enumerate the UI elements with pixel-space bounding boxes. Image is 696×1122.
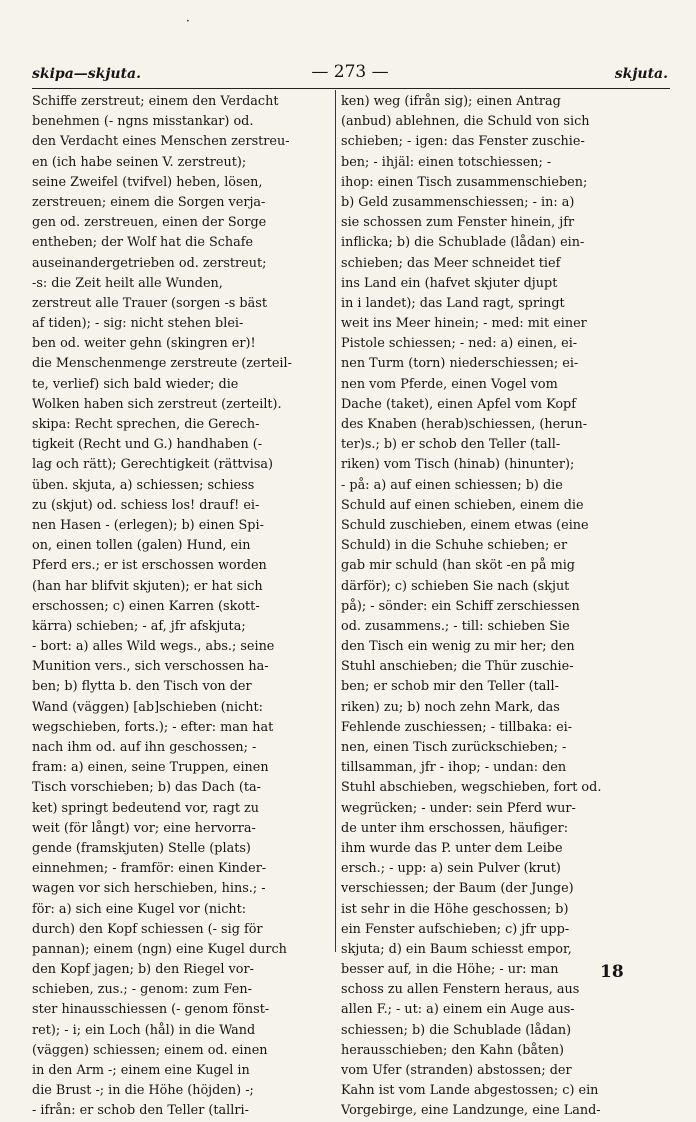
text-line: Vorgebirge, eine Landzunge, eine Land- bbox=[341, 1103, 601, 1119]
text-line: zu (skjut) od. schiess los! drauf! ei- bbox=[32, 497, 260, 513]
text-line: lag och rätt); Gerechtigkeit (rättvisa) bbox=[32, 457, 274, 473]
text-line: Stuhl anschieben; die Thür zuschie- bbox=[341, 659, 574, 675]
text-line: schiessen; b) die Schublade (lådan) bbox=[341, 1022, 572, 1038]
text-line: vom Ufer (stranden) abstossen; der bbox=[341, 1063, 572, 1078]
text-line: ken) weg (ifrån sig); einen Antrag bbox=[341, 94, 561, 109]
text-line: Pistole schiessen; - ned: a) einen, ei- bbox=[341, 336, 578, 352]
signature-mark: 18 bbox=[600, 962, 624, 982]
text-line: riken) zu; b) noch zehn Mark, das bbox=[341, 699, 560, 715]
text-line: -s: die Zeit heilt alle Wunden, bbox=[32, 275, 223, 291]
text-line: in i landet); das Land ragt, springt bbox=[341, 295, 565, 311]
text-line: ket) springt bedeutend vor, ragt zu bbox=[32, 800, 260, 816]
text-line: schoss zu allen Fenstern heraus, aus bbox=[341, 982, 580, 998]
text-line: ihm wurde das P. unter dem Leibe bbox=[341, 840, 563, 856]
text-line: en (ich habe seinen V. zerstreut); bbox=[32, 154, 247, 170]
text-line: tillsamman, jfr - ihop; - undan: den bbox=[341, 760, 567, 776]
text-line: zerstreut alle Trauer (sorgen -s bäst bbox=[32, 295, 267, 311]
text-line: tigkeit (Recht und G.) handhaben (- bbox=[32, 437, 263, 453]
text-line: auseinandergetrieben od. zerstreut; bbox=[32, 255, 267, 271]
text-line: därför); c) schieben Sie nach (skjut bbox=[341, 578, 570, 594]
column-divider bbox=[335, 90, 336, 952]
text-line: die Brust -; in die Höhe (höjden) -; bbox=[32, 1083, 254, 1099]
text-line: skipa: Recht sprechen, die Gerech- bbox=[32, 417, 260, 432]
text-line: Stuhl abschieben, wegschieben, fort od. bbox=[341, 780, 602, 796]
text-line: te, verlief) sich bald wieder; die bbox=[32, 376, 239, 392]
text-line: benehmen (- ngns misstankar) od. bbox=[32, 114, 254, 130]
text-line: Kahn ist vom Lande abgestossen; c) ein bbox=[341, 1083, 599, 1099]
text-line: (anbud) ablehnen, die Schuld von sich bbox=[341, 114, 590, 130]
text-line: Munition vers., sich verschossen ha- bbox=[32, 659, 269, 675]
text-line: entheben; der Wolf hat die Schafe bbox=[32, 235, 254, 251]
text-line: af tiden); - sig: nicht stehen blei- bbox=[32, 316, 244, 332]
text-line: ben; - ihjäl: einen totschiessen; - bbox=[341, 154, 552, 170]
text-line: gen od. zerstreuen, einen der Sorge bbox=[32, 215, 267, 231]
text-line: ster hinausschiessen (- genom fönst- bbox=[32, 1002, 270, 1018]
text-line: (han har blifvit skjuten); er hat sich bbox=[32, 578, 263, 594]
text-line: Schuld auf einen schieben, einem die bbox=[341, 497, 584, 513]
text-line: allen F.; - ut: a) einem ein Auge aus- bbox=[341, 1002, 575, 1018]
text-line: verschiessen; der Baum (der Junge) bbox=[341, 881, 574, 897]
header-right-guideword: skjuta. bbox=[614, 66, 668, 82]
text-line: kärra) schieben; - af, jfr afskjuta; bbox=[32, 618, 246, 634]
text-line: ter)s.; b) er schob den Teller (tall- bbox=[341, 437, 561, 453]
text-line: (väggen) schiessen; einem od. einen bbox=[32, 1042, 268, 1058]
text-line: ben od. weiter gehn (skingren er)! bbox=[32, 336, 256, 352]
text-line: nen Turm (torn) niederschiessen; ei- bbox=[341, 356, 579, 372]
text-line: fram: a) einen, seine Truppen, einen bbox=[32, 760, 269, 776]
text-line: b) Geld zusammenschiessen; - in: a) bbox=[341, 194, 575, 210]
running-header bbox=[32, 62, 668, 88]
text-line: üben. skjuta, a) schiessen; schiess bbox=[32, 477, 255, 493]
text-line: ins Land ein (hafvet skjuter djupt bbox=[341, 275, 558, 291]
text-line: gab mir schuld (han sköt -en på mig bbox=[341, 558, 575, 574]
text-line: schieben; - igen: das Fenster zuschie- bbox=[341, 134, 585, 150]
text-line: inflicka; b) die Schublade (lådan) ein- bbox=[341, 235, 585, 251]
text-line: einnehmen; - framför: einen Kinder- bbox=[32, 861, 267, 877]
text-line: riken) vom Tisch (hinab) (hinunter); bbox=[341, 457, 575, 473]
text-line: den Verdacht eines Menschen zerstreu- bbox=[32, 134, 290, 150]
text-line: den Kopf jagen; b) den Riegel vor- bbox=[32, 962, 254, 978]
text-line: nen Hasen - (erlegen); b) einen Spi- bbox=[32, 517, 264, 533]
text-line: wegschieben, forts.); - efter: man hat bbox=[32, 719, 274, 735]
text-line: seine Zweifel (tvifvel) heben, lösen, bbox=[32, 174, 263, 190]
text-line: wegrücken; - under: sein Pferd wur- bbox=[341, 800, 576, 816]
text-line: Tisch vorschieben; b) das Dach (ta- bbox=[32, 780, 261, 796]
text-line: on, einen tollen (galen) Hund, ein bbox=[32, 538, 251, 554]
text-line: herausschieben; den Kahn (båten) bbox=[341, 1042, 564, 1058]
text-line: durch) den Kopf schiessen (- sig för bbox=[32, 921, 263, 937]
text-line: - ifrån: er schob den Teller (tallri- bbox=[32, 1103, 249, 1119]
header-left-guideword: skipa—skjuta. bbox=[32, 66, 141, 82]
text-line: Fehlende zuschiessen; - tillbaka: ei- bbox=[341, 719, 573, 735]
text-line: schieben; das Meer schneidet tief bbox=[341, 255, 561, 271]
text-line: för: a) sich eine Kugel vor (nicht: bbox=[32, 901, 247, 917]
text-line: nen, einen Tisch zurückschieben; - bbox=[341, 740, 567, 755]
stray-mark: · bbox=[186, 14, 190, 28]
text-line: wagen vor sich herschieben, hins.; - bbox=[32, 881, 266, 897]
text-line: Wand (väggen) [ab]schieben (nicht: bbox=[32, 699, 263, 715]
text-line: erschossen; c) einen Karren (skott- bbox=[32, 598, 260, 614]
text-line: på); - sönder: ein Schiff zerschiessen bbox=[341, 598, 580, 614]
right-column bbox=[341, 92, 641, 1122]
text-line: Pferd ers.; er ist erschossen worden bbox=[32, 558, 267, 574]
text-line: ret); - i; ein Loch (hål) in die Wand bbox=[32, 1022, 256, 1038]
text-line: weit ins Meer hinein; - med: mit einer bbox=[341, 316, 587, 332]
text-line: gende (framskjuten) Stelle (plats) bbox=[32, 840, 251, 856]
text-line: - bort: a) alles Wild wegs., abs.; seine bbox=[32, 639, 275, 655]
text-line: Dache (taket), einen Apfel vom Kopf bbox=[341, 396, 576, 412]
text-line: de unter ihm erschossen, häufiger: bbox=[341, 820, 569, 836]
text-line: ist sehr in die Höhe geschossen; b) bbox=[341, 901, 569, 917]
text-line: - på: a) auf einen schiessen; b) die bbox=[341, 477, 563, 493]
text-line: sie schossen zum Fenster hinein, jfr bbox=[341, 215, 575, 231]
text-line: ben; er schob mir den Teller (tall- bbox=[341, 679, 559, 695]
text-line: die Menschenmenge zerstreute (zerteil- bbox=[32, 356, 292, 372]
text-line: schieben, zus.; - genom: zum Fen- bbox=[32, 982, 252, 998]
text-line: nach ihm od. auf ihn geschossen; - bbox=[32, 740, 257, 755]
text-line: zerstreuen; einem die Sorgen verja- bbox=[32, 194, 266, 210]
text-line: nen vom Pferde, einen Vogel vom bbox=[341, 376, 558, 392]
text-line: Schiffe zerstreut; einem den Verdacht bbox=[32, 94, 279, 109]
text-line: ihop: einen Tisch zusammenschieben; bbox=[341, 174, 588, 190]
text-line: weit (för långt) vor; eine hervorra- bbox=[32, 820, 256, 836]
text-line: in den Arm -; einem eine Kugel in bbox=[32, 1063, 250, 1078]
text-line: ben; b) flytta b. den Tisch von der bbox=[32, 679, 252, 695]
text-line: skjuta; d) ein Baum schiesst empor, bbox=[341, 941, 572, 957]
left-column bbox=[32, 92, 332, 1122]
text-line: pannan); einem (ngn) eine Kugel durch bbox=[32, 941, 287, 957]
text-line: ein Fenster aufschieben; c) jfr upp- bbox=[341, 921, 570, 937]
header-rule bbox=[32, 88, 670, 89]
text-line: Schuld zuschieben, einem etwas (eine bbox=[341, 517, 589, 533]
text-line: den Tisch ein wenig zu mir her; den bbox=[341, 639, 575, 655]
text-line: des Knaben (herab)schiessen, (herun- bbox=[341, 417, 588, 432]
text-line: od. zusammens.; - till: schieben Sie bbox=[341, 618, 570, 634]
page-number: — 273 — bbox=[311, 62, 389, 82]
text-line: Wolken haben sich zerstreut (zerteilt). bbox=[32, 396, 282, 412]
text-line: ersch.; - upp: a) sein Pulver (krut) bbox=[341, 861, 561, 877]
text-line: Schuld) in die Schuhe schieben; er bbox=[341, 538, 568, 554]
text-line: besser auf, in die Höhe; - ur: man bbox=[341, 962, 559, 978]
